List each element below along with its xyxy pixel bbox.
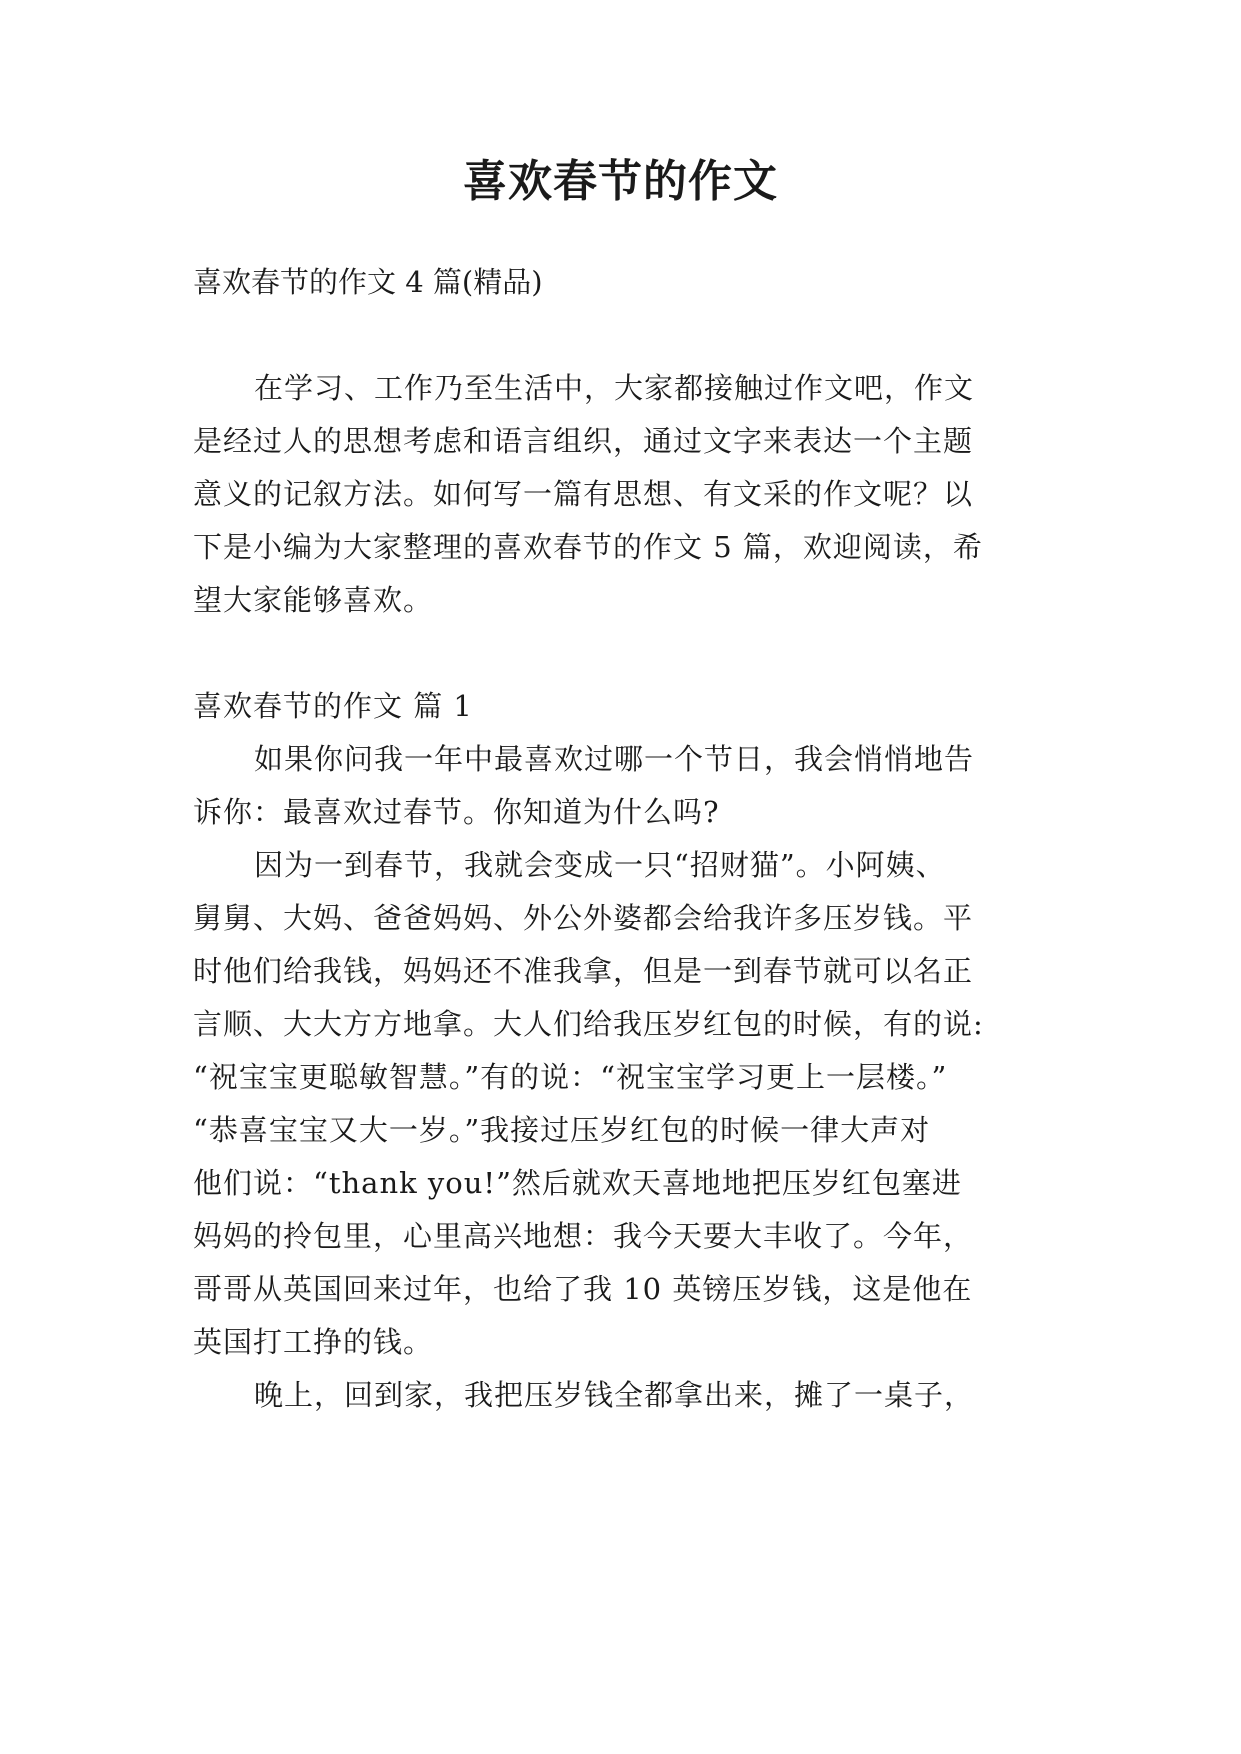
intro-line: 意义的记叙方法。如何写一篇有思想、有文采的作文呢？以 bbox=[193, 477, 974, 511]
paragraph-line: 他们说：“thank you!”然后就欢天喜地地把压岁红包塞进 bbox=[193, 1166, 962, 1200]
intro-line: 是经过人的思想考虑和语言组织，通过文字来表达一个主题 bbox=[193, 424, 974, 458]
paragraph-line: 时他们给我钱，妈妈还不准我拿，但是一到春节就可以名正 bbox=[193, 954, 974, 988]
paragraph-line: 舅舅、大妈、爸爸妈妈、外公外婆都会给我许多压岁钱。平 bbox=[193, 901, 974, 935]
paragraph-line: “恭喜宝宝又大一岁。”我接过压岁红包的时候一律大声对 bbox=[193, 1113, 931, 1147]
document-subtitle: 喜欢春节的作文 4 篇(精品) bbox=[193, 265, 543, 299]
paragraph-line: “祝宝宝更聪敏智慧。”有的说：“祝宝宝学习更上一层楼。” bbox=[193, 1060, 948, 1094]
intro-line: 望大家能够喜欢。 bbox=[193, 583, 434, 617]
paragraph-line: 英国打工挣的钱。 bbox=[193, 1325, 434, 1359]
paragraph-line: 诉你：最喜欢过春节。你知道为什么吗? bbox=[193, 795, 720, 829]
document-title: 喜欢春节的作文 bbox=[463, 156, 778, 207]
intro-line: 在学习、工作乃至生活中，大家都接触过作文吧，作文 bbox=[254, 371, 975, 405]
paragraph-line: 晚上，回到家，我把压岁钱全都拿出来，摊了一桌子， bbox=[254, 1378, 975, 1412]
section-heading: 喜欢春节的作文 篇 1 bbox=[193, 689, 473, 723]
paragraph-line: 哥哥从英国回来过年，也给了我 10 英镑压岁钱，这是他在 bbox=[193, 1272, 973, 1306]
paragraph-line: 如果你问我一年中最喜欢过哪一个节日，我会悄悄地告 bbox=[254, 742, 975, 776]
paragraph-line: 言顺、大大方方地拿。大人们给我压岁红包的时候，有的说: bbox=[193, 1007, 984, 1041]
paragraph-line: 妈妈的拎包里，心里高兴地想：我今天要大丰收了。今年， bbox=[193, 1219, 974, 1253]
paragraph-line: 因为一到春节，我就会变成一只“招财猫”。小阿姨、 bbox=[254, 848, 946, 882]
intro-line: 下是小编为大家整理的喜欢春节的作文 5 篇，欢迎阅读，希 bbox=[193, 530, 983, 564]
